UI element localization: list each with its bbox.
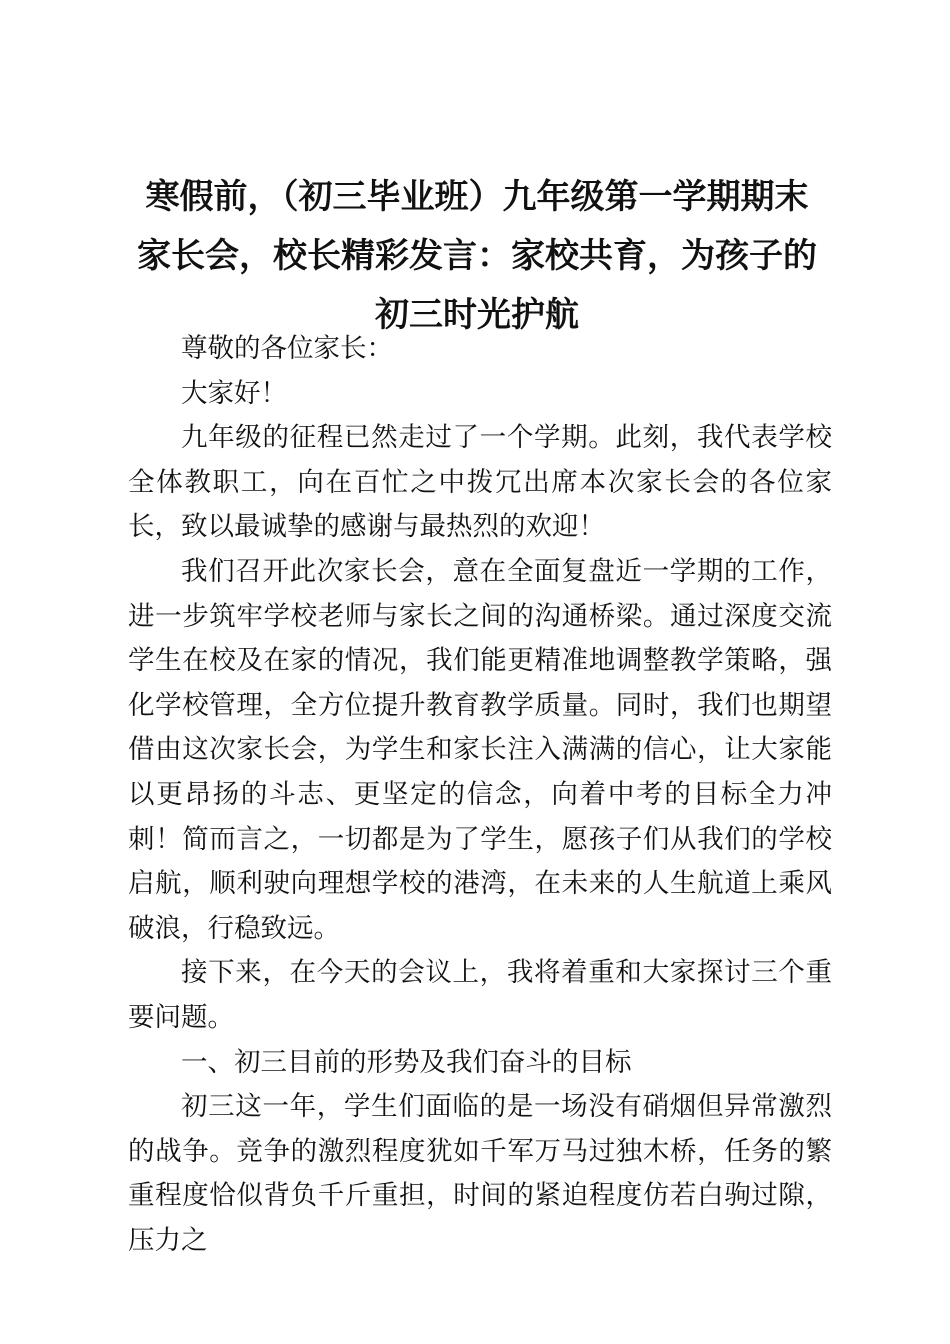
paragraph-2: 我们召开此次家长会，意在全面复盘近一学期的工作，进一步筑牢学校老师与家长之间的沟通桥梁。通过深度交流学生在校及在家的情况，我们能更精准地调整教学策略，强化学校管理，全方位提升教育教学质量。同时，我们也期望借由这次家长会，为学生和家长注入满满的信心，让大家能以更昂扬的斗志、更坚定的信念，向着中考的目标全力冲刺！简而言之，一切都是为了学生，愿孩子们从我们的学校启航，顺利驶向理想学校的港湾，在未来的人生航道上乘风破浪，行稳致远。 bbox=[128, 555, 832, 944]
section-heading: 一、初三目前的形势及我们奋斗的目标 bbox=[181, 1046, 632, 1078]
title-line-2: 家长会，校长精彩发言：家校共育，为孩子的 bbox=[137, 236, 817, 276]
greeting: 大家好！ bbox=[181, 377, 287, 409]
section-paragraph: 初三这一年，学生们面临的是一场没有硝烟但异常激烈的战争。竞争的激烈程度犹如千军万马过独木桥，任务的繁重程度恰似背负千斤重担，时间的紧迫程度仿若白驹过隙，压力之 bbox=[128, 1091, 832, 1256]
paragraph-1: 九年级的征程已然走过了一个学期。此刻，我代表学校全体教职工，向在百忙之中拨冗出席本次家长会的各位家长，致以最诚挚的感谢与最热烈的欢迎！ bbox=[128, 422, 832, 543]
title-line-3: 初三时光护航 bbox=[375, 295, 579, 335]
paragraph-3: 接下来，在今天的会议上，我将着重和大家探讨三个重要问题。 bbox=[128, 957, 832, 1033]
salutation: 尊敬的各位家长： bbox=[181, 333, 393, 364]
document-body bbox=[128, 327, 832, 1263]
title-line-1: 寒假前，（初三毕业班）九年级第一学期期末 bbox=[145, 177, 809, 217]
document-title bbox=[120, 168, 834, 345]
